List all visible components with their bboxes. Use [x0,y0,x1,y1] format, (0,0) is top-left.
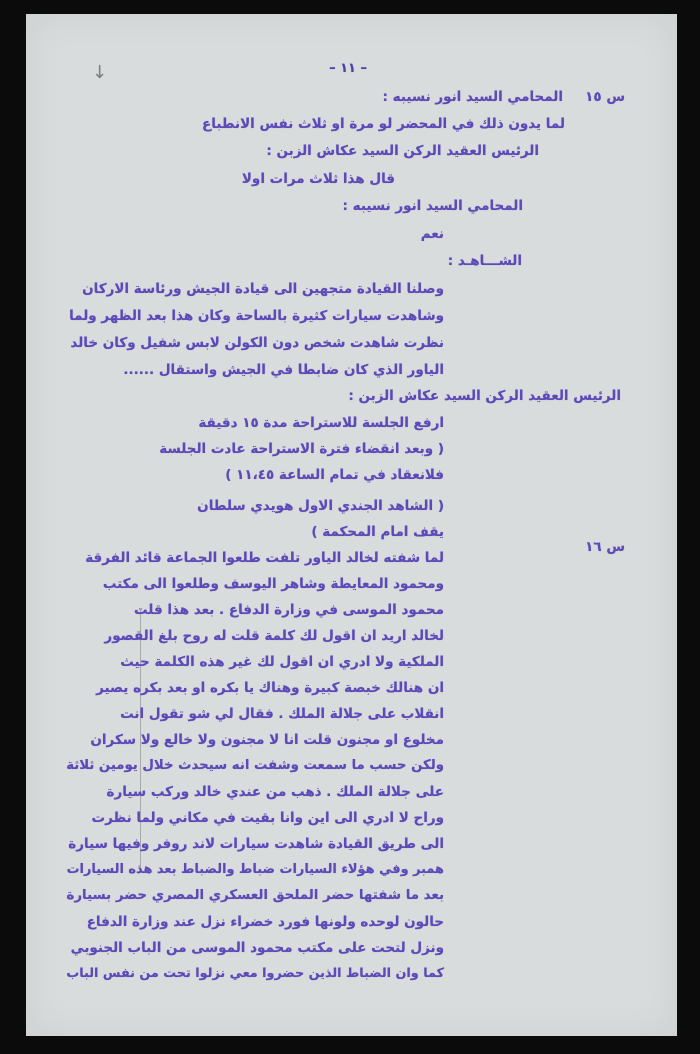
text-line: انقلاب على جلالة الملك . فقال لي شو تقول انت [120,706,444,722]
text-line: ونزل لتحت على مكتب محمود الموسى من الباب الجنوبي [70,940,444,956]
text-line: همبر وفي هؤلاء السيارات ضباط والضباط بعد هذه السيارات [66,862,444,877]
text-line: قال هذا ثلاث مرات اولا [241,171,395,187]
text-line: وراح لا ادري الى اين وانا بقيت في مكاني ولما نظرت [91,810,444,826]
text-line: لما يدون ذلك في المحضر لو مرة او ثلاث نفس الانطباع [202,116,565,132]
text-line: الياور الذي كان ضابطا في الجيش واستقال ...... [123,362,444,378]
speaker-line: الرئيس العقيد الركن السيد عكاش الزبن : [348,388,621,404]
text-line: بعد ما شفتها حضر الملحق العسكري المصري حضر بسيارة [66,888,444,903]
text-line: نعم [420,226,444,242]
margin-label-s16: س ١٦ [585,539,625,555]
document-page [26,14,677,1036]
text-line: ( الشاهد الجندي الاول هويدي سلطان [197,498,444,514]
text-line: محمود الموسى في وزارة الدفاع . بعد هذا قلت [134,602,444,618]
text-line: الى طريق القيادة شاهدت سيارات لاند روفر وفيها سيارة [68,836,444,852]
text-line: ارفع الجلسة للاستراحة مدة ١٥ دقيقة [198,415,444,431]
text-line: لما شفته لخالد الياور تلفت طلعوا الجماعة قائد الفرقة [85,550,444,566]
text-line: نظرت شاهدت شخص دون الكولن لابس شفيل وكان خالد [70,335,444,351]
text-line: فلانعقاد في تمام الساعة ١١،٤٥ ) [225,467,444,483]
page-number: – ١١ – [329,61,367,76]
text-line: يقف امام المحكمة ) [311,524,444,540]
text-line: حالون لوحده ولونها فورد خضراء نزل عند وزارة الدفاع [86,914,444,930]
text-line: ومحمود المعايطة وشاهر اليوسف وطلعوا الى مكتب [102,576,444,592]
speaker-line: الرئيس العقيد الركن السيد عكاش الزبن : [266,143,539,159]
text-line: وصلنا القيادة متجهين الى قيادة الجيش ورئاسة الاركان [82,281,444,297]
speaker-line: المحامي السيد انور نسيبه : [342,198,523,214]
text-line: الملكية ولا ادري ان اقول لك غير هذه الكلمة حيث [120,654,444,670]
text-line: وشاهدت سيارات كثيرة بالساحة وكان هذا بعد الظهر ولما [69,308,444,324]
speaker-line: المحامي السيد انور نسيبه : [382,89,563,105]
text-line: ولكن حسب ما سمعت وشفت انه سيحدث خلال يومين ثلاثة [66,758,444,773]
text-line: مخلوع او مجنون قلت انا لا مجنون ولا خالع ولا سكران [90,732,444,748]
checkmark-icon: ↓ [92,62,108,83]
text-line: على جلالة الملك . ذهب من عندي خالد وركب سيارة [106,784,444,800]
margin-label-s15: س ١٥ [585,89,625,105]
text-line: كما وان الضباط الذين حضروا معي نزلوا تحت من نفس الباب [66,966,444,981]
text-line: ( وبعد انقضاء فترة الاستراحة عادت الجلسة [159,441,444,457]
speaker-line: الشـــاهـد : [447,253,522,269]
text-line: ان هنالك خبصة كبيرة وهناك يا بكره او بعد بكره يصير [96,680,444,696]
text-line: لخالد اريد ان اقول لك كلمة قلت له روح بلغ القصور [104,628,444,644]
